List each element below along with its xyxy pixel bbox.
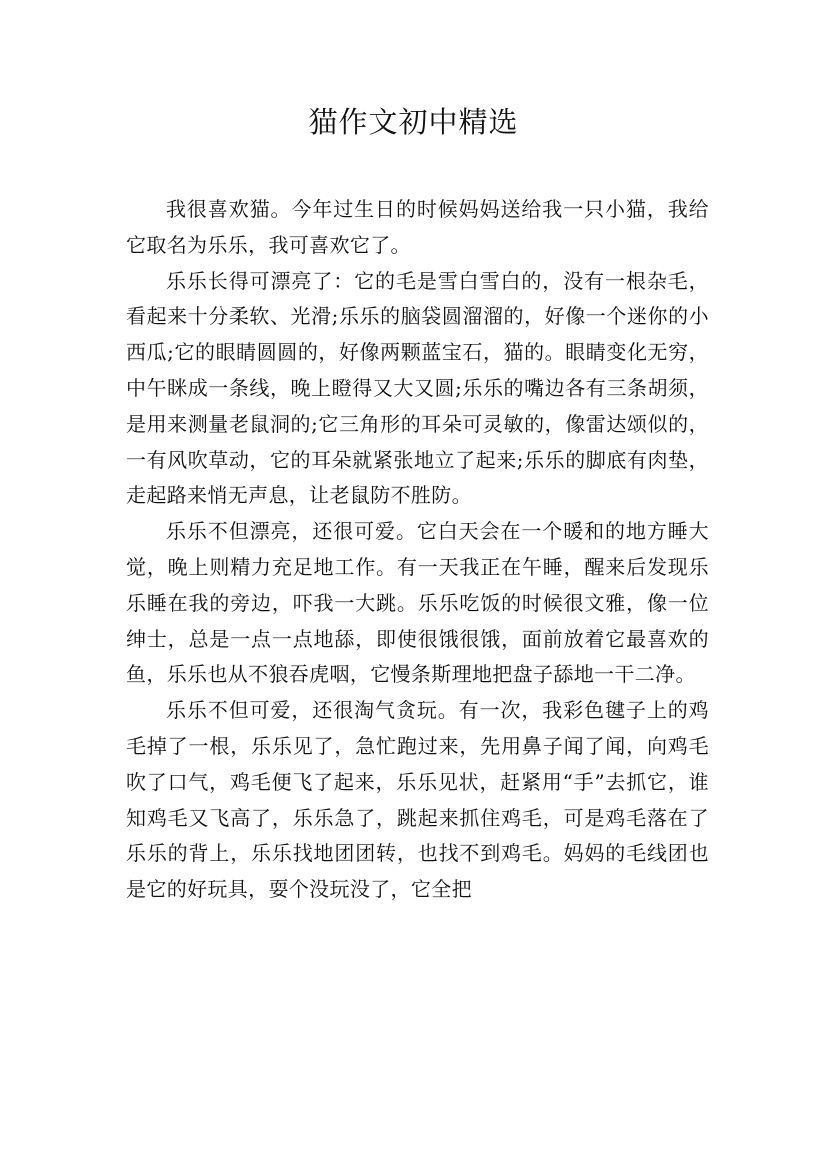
essay-body [126, 192, 709, 908]
paragraph-4: 乐乐不但可爱，还很淘气贪玩。有一次，我彩色毽子上的鸡毛掉了一根，乐乐见了，急忙跑过来，先用鼻子闻了闻，向鸡毛吹了口气，鸡毛便飞了起来，乐乐见状，赶紧用“手”去抓它，谁知鸡毛又飞高了，乐乐急了，跳起来抓住鸡毛，可是鸡毛落在了乐乐的背上，乐乐找地团团转，也找不到鸡毛。妈妈的毛线团也是它的好玩具，耍个没玩没了，它全把 [126, 698, 709, 902]
paragraph-2: 乐乐长得可漂亮了：它的毛是雪白雪白的，没有一根杂毛，看起来十分柔软、光滑;乐乐的脑袋圆溜溜的，好像一个迷你的小西瓜;它的眼睛圆圆的，好像两颗蓝宝石，猫的。眼睛变化无穷，中午眯成一条线，晚上瞪得又大又圆;乐乐的嘴边各有三条胡须，是用来测量老鼠洞的;它三角形的耳朵可灵敏的，像雷达颂似的，一有风吹草动，它的耳朵就紧张地立了起来;乐乐的脚底有肉垫，走起路来悄无声息，让老鼠防不胜防。 [126, 268, 709, 508]
paragraph-3: 乐乐不但漂亮，还很可爱。它白天会在一个暖和的地方睡大觉，晚上则精力充足地工作。有一天我正在午睡，醒来后发现乐乐睡在我的旁边，吓我一大跳。乐乐吃饭的时候很文雅，像一位绅士，总是一点一点地舔，即使很饿很饿，面前放着它最喜欢的鱼，乐乐也从不狼吞虎咽，它慢条斯理地把盘子舔地一干二净。 [126, 519, 709, 687]
page-title: 猫作文初中精选 [308, 105, 519, 139]
paragraph-1: 我很喜欢猫。今年过生日的时候妈妈送给我一只小猫，我给它取名为乐乐，我可喜欢它了。 [126, 197, 709, 257]
